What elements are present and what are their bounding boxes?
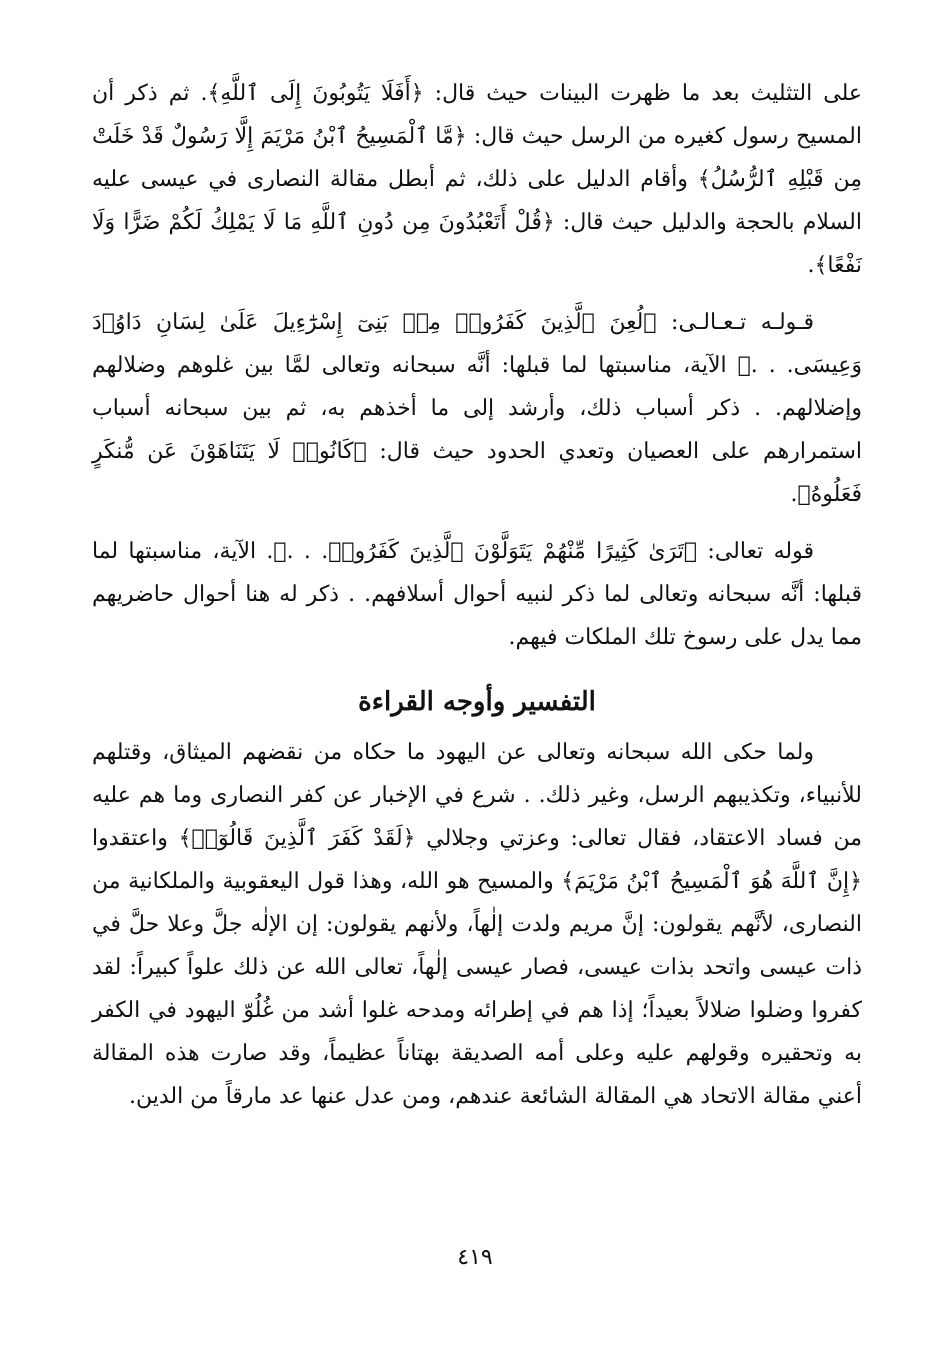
paragraph-2: قـولـه تـعـالـى: ﴿لُعِنَ ٱلَّذِينَ كَفَرُوا۟ مِنۢ بَنِىٓ إِسْرَٰٓءِيلَ عَلَىٰ لِسَانِ دَاوُۥدَ وَعِيسَى. . .﴾ الآية، مناسبتها لما قبلها: أنَّه سبحانه وتعالى لمَّا بين غلوهم وضلالهم وإضلالهم. . ذكر أسباب ذلك، وأرشد إلى ما أخذهم به، ثم بين سبحانه أسباب استمرارهم على العصيان وتعدي الحدود حيث قال: ﴿كَانُوا۟ لَا يَتَنَاهَوْنَ عَن مُّنكَرٍ فَعَلُوهُ﴾. xyxy=(92,310,862,507)
paragraph-1: على التثليث بعد ما ظهرت البينات حيث قال: ﴿أَفَلَا يَتُوبُونَ إِلَى ٱللَّهِ﴾. ثم ذكر أن المسيح رسول كغيره من الرسل حيث قال: ﴿مَّا ٱلْمَسِيحُ ٱبْنُ مَرْيَمَ إِلَّا رَسُولٌ قَدْ خَلَتْ مِن قَبْلِهِ ٱلرُّسُلُ﴾ وأقام الدليل على ذلك، ثم أبطل مقالة النصارى في عيسى عليه السلام بالحجة والدليل حيث قال: ﴿قُلْ أَتَعْبُدُونَ مِن دُونِ ٱللَّهِ مَا لَا يَمْلِكُ لَكُمْ ضَرًّا وَلَا نَفْعًا﴾. xyxy=(92,81,862,278)
page-number: ٤١٩ xyxy=(457,1245,493,1270)
paragraph-3: قوله تعالى: ﴿تَرَىٰ كَثِيرًا مِّنْهُمْ يَتَوَلَّوْنَ ٱلَّذِينَ كَفَرُوا۟. . .﴾. الآية، مناسبتها لما قبلها: أنَّه سبحانه وتعالى لما ذكر لنبيه أحوال أسلافهم. . ذكر له هنا أحوال حاضريهم مما يدل على رسوخ تلك الملكات فيهم. xyxy=(92,539,862,650)
section-heading: التفسير وأوجه القراءة xyxy=(358,687,596,717)
page-body xyxy=(92,72,862,1132)
paragraph-4: ولما حكى الله سبحانه وتعالى عن اليهود ما حكاه من نقضهم الميثاق، وقتلهم للأنبياء، وتكذيبهم الرسل، وغير ذلك. . شرع في الإخبار عن كفر النصارى وما هم عليه من فساد الاعتقاد، فقال تعالى: وعزتي وجلالي ﴿لَقَدْ كَفَرَ ٱلَّذِينَ قَالُوٓا۟﴾ واعتقدوا ﴿إِنَّ ٱللَّهَ هُوَ ٱلْمَسِيحُ ٱبْنُ مَرْيَمَ﴾ والمسيح هو الله، وهذا قول اليعقوبية والملكانية من النصارى، لأنَّهم يقولون: إنَّ مريم ولدت إلٰهاً، ولأنهم يقولون: إن الإلٰه جلَّ وعلا حلَّ في ذات عيسى واتحد بذات عيسى، فصار عيسى إلٰهاً، تعالى الله عن ذلك علواً كبيراً: لقد كفروا وضلوا ضلالاً بعيداً؛ إذا هم في إطرائه ومدحه غلوا أشد من غُلُوّ اليهود في الكفر به وتحقيره وقولهم عليه وعلى أمه الصديقة بهتاناً عظيماً، وقد صارت هذه المقالة أعني مقالة الاتحاد هي المقالة الشائعة عندهم، ومن عدل عنها عد مارقاً من الدين. xyxy=(92,740,862,1109)
